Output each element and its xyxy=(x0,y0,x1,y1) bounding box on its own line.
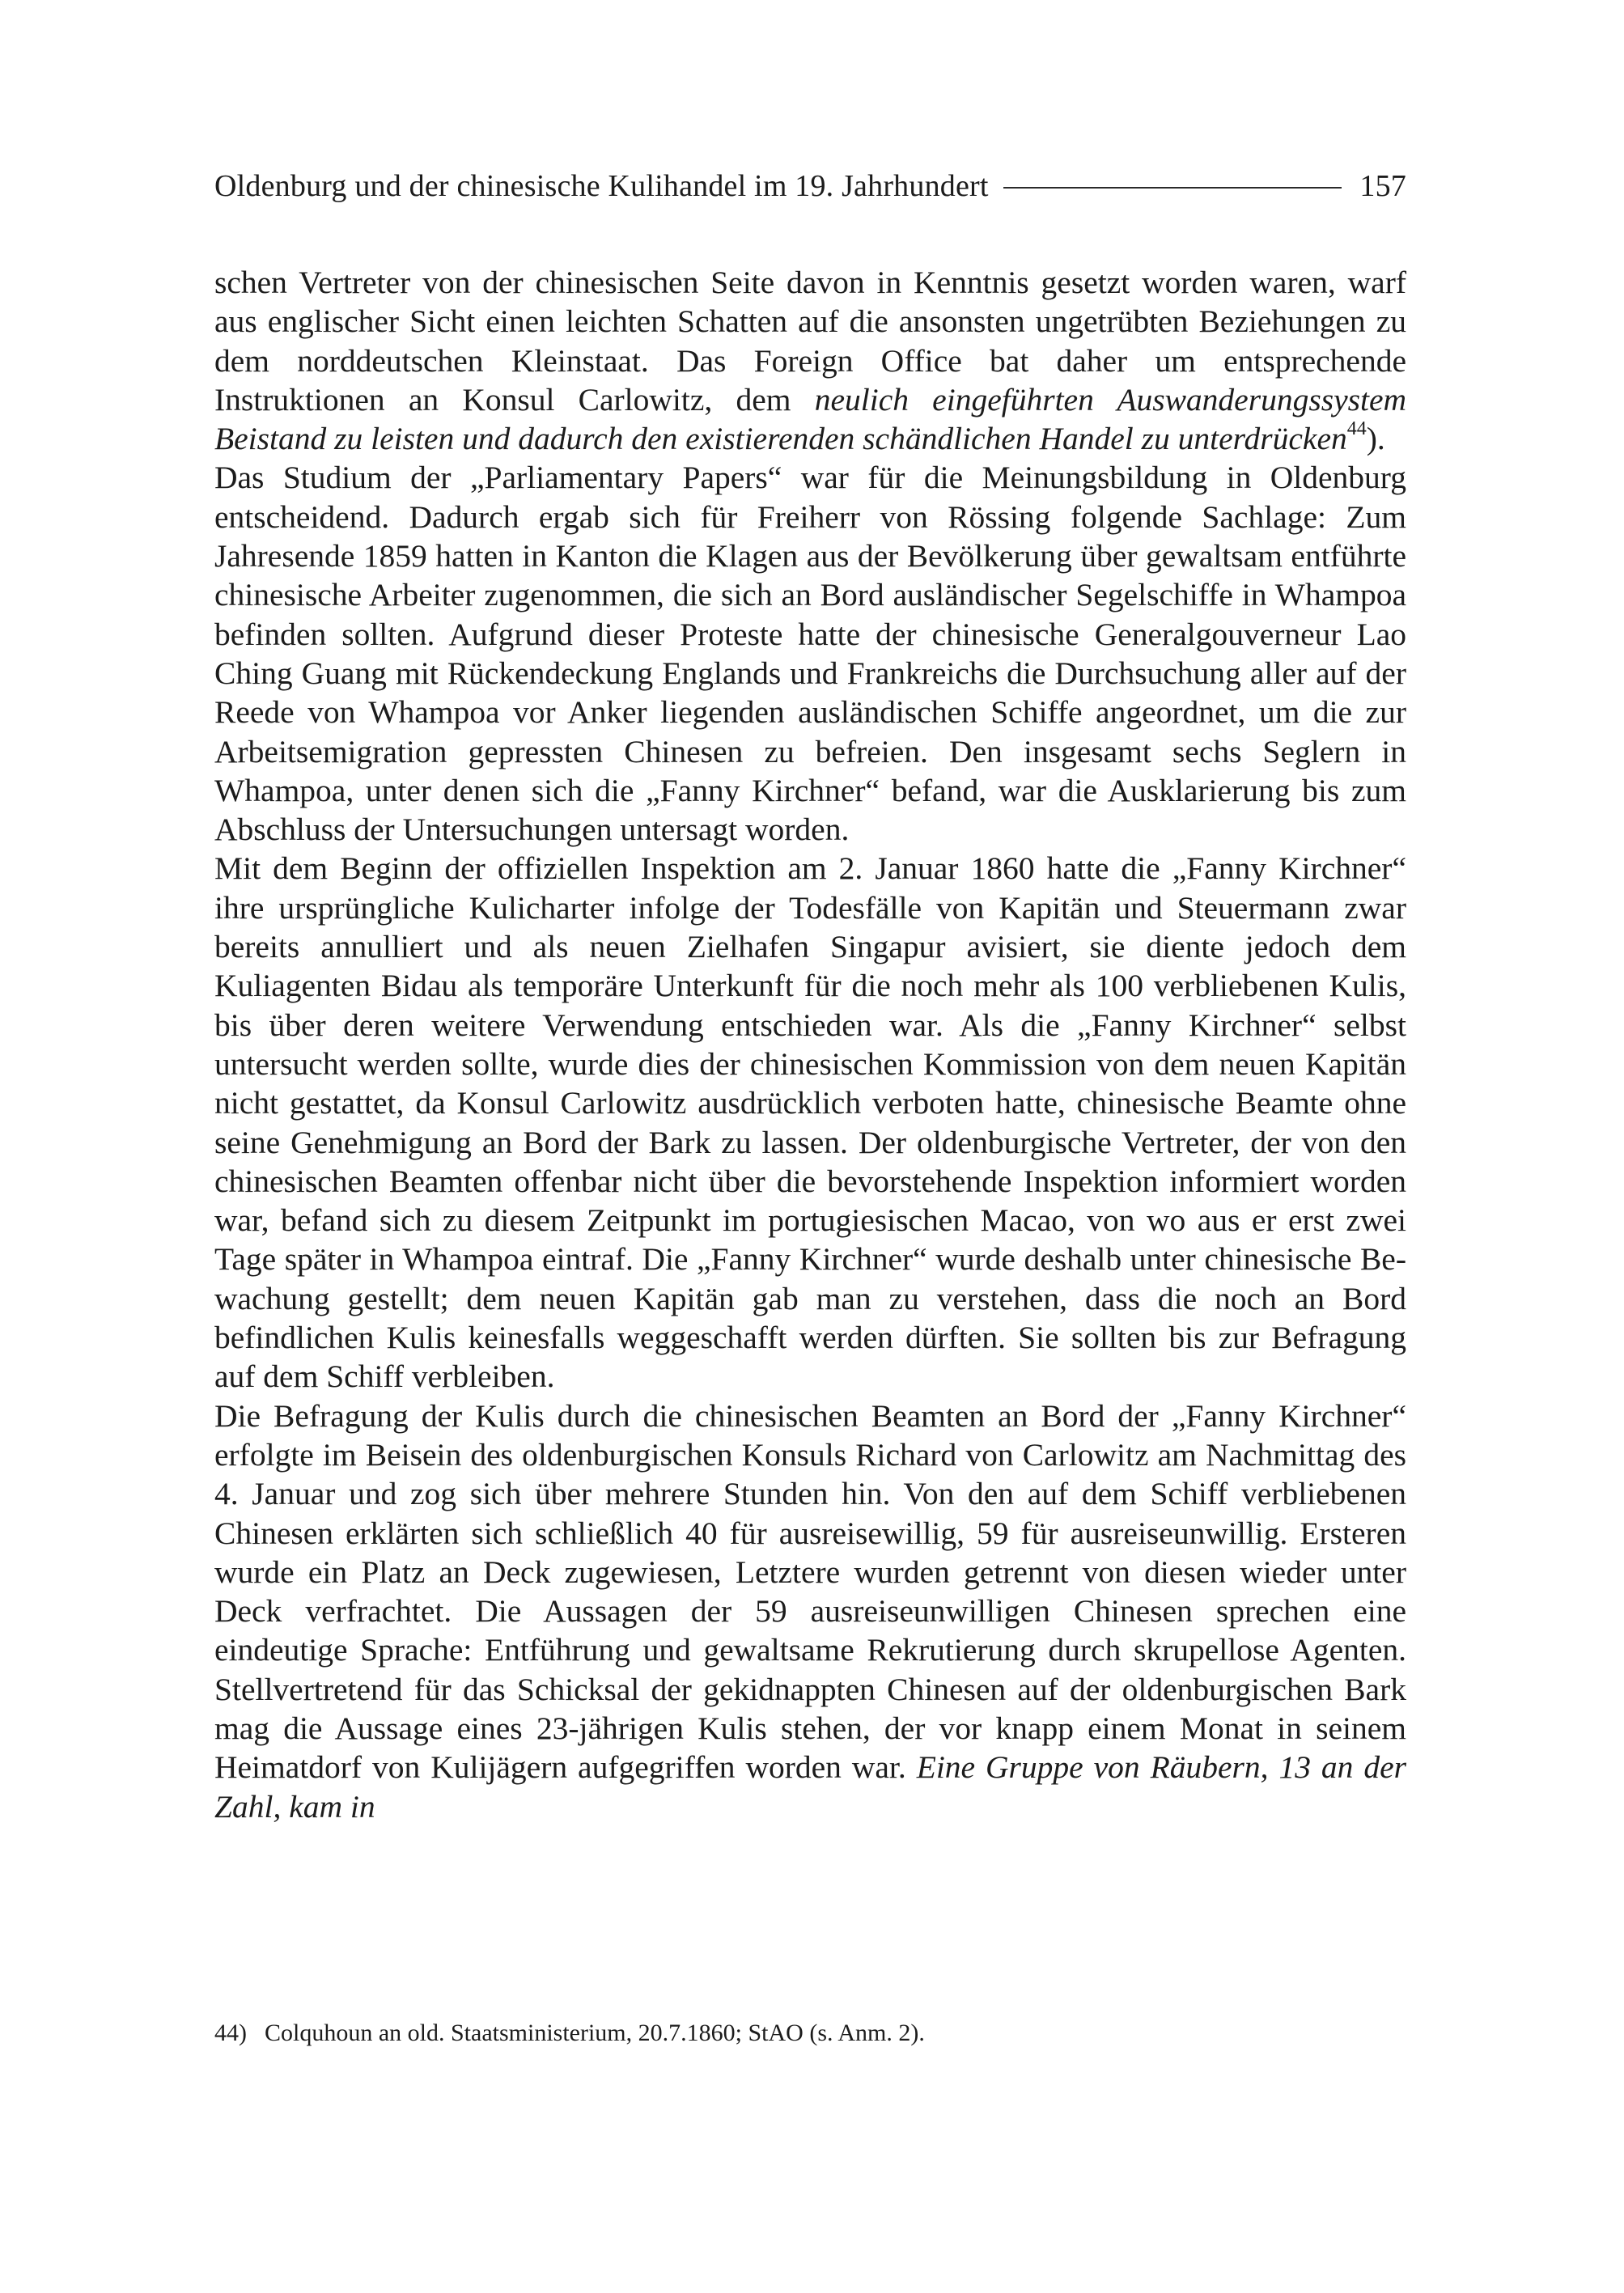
paragraph-2: Das Studium der „Parliamentary Papers“ war für die Meinungsbildung in Oldenburg entscheidend. Dadurch ergab sich für Freiherr von Rössing folgende Sachlage: Zum Jahresende 1859 hatten in Kanton die Klagen aus der Bevölkerung über gewaltsam entführte chinesische Arbeiter zugenommen, die sich an Bord ausländischer Segelschiffe in Whampoa befinden sollten. Aufgrund dieser Proteste hatte der chinesische Generalgouverneur Lao Ching Guang mit Rückendeckung Englands und Frankreichs die Durchsuchung aller auf der Reede von Whampoa vor Anker liegenden ausländischen Schiffe angeordnet, um die zur Arbeitsemigration gepressten Chinesen zu befreien. Den insgesamt sechs Seglern in Whampoa, unter denen sich die „Fanny Kirchner“ befand, war die Ausklarierung bis zum Abschluss der Untersuchungen untersagt worden. xyxy=(214,460,1406,848)
paragraph-4-text: Die Befragung der Kulis durch die chinesischen Beamten an Bord der „Fanny Kirchner“ erfolgte im Beisein des oldenburgischen Konsuls Richard von Carlowitz am Nachmittag des 4. Januar und zog sich über mehrere Stunden hin. Von den auf dem Schiff verbliebenen Chinesen erklärten sich schließlich 40 für ausreisewillig, 59 für ausreiseunwillig. Ersteren wurde ein Platz an Deck zugewiesen, Letztere wurden getrennt von diesen wieder unter Deck verfrachtet. Die Aussagen der 59 ausreiseunwilligen Chinesen sprechen eine eindeutige Sprache: Entführung und gewaltsame Rekrutierung durch skrupellose Agenten. Stellvertretend für das Schicksal der gekidnappten Chinesen auf der oldenburgischen Bark mag die Aussage eines 23-jährigen Kulis stehen, der vor knapp einem Monat in seinem Heimatdorf von Kulijägern aufgegriffen worden war. xyxy=(214,1397,1406,1786)
running-header xyxy=(214,163,1406,209)
footnote xyxy=(214,2018,1406,2049)
header-rule xyxy=(1003,187,1342,189)
body-text xyxy=(214,263,1406,1826)
page-number: 157 xyxy=(1359,169,1406,203)
footnote-reference[interactable]: 44 xyxy=(1346,418,1367,440)
footnote-text: Colquhoun an old. Staatsministerium, 20.7.1860; StAO (s. Anm. 2). xyxy=(265,2020,925,2046)
paragraph-4-quote: Eine Gruppe von Räubern, 13 an der Zahl, kam in xyxy=(214,1749,1406,1825)
paragraph-3: Mit dem Beginn der offiziellen Inspektion am 2. Januar 1860 hatte die „Fanny Kirchner“ ihre ursprüngliche Kulicharter infolge der Todesfälle von Kapitän und Steuermann zwar bereits annulliert und als neuen Zielhafen Singapur avisiert, sie diente jedoch dem Kuliagenten Bidau als temporäre Unterkunft für die noch mehr als 100 verbliebenen Kulis, bis über deren weitere Verwendung entschieden war. Als die „Fanny Kirchner“ selbst untersucht werden sollte, wurde dies der chinesischen Kommission von dem neuen Kapitän nicht gestattet, da Konsul Carlowitz ausdrücklich verboten hatte, chinesische Beamte ohne seine Genehmigung an Bord der Bark zu lassen. Der oldenburgische Vertreter, der von den chinesischen Beamten offenbar nicht über die bevorstehende Inspektion informiert worden war, befand sich zu diesem Zeitpunkt im portugiesischen Macao, von wo aus er erst zwei Tage später in Whampoa eintraf. Die „Fanny Kirchner“ wurde deshalb unter chinesische Bewachung gestellt; dem neuen Kapitän gab man zu verstehen, dass die noch an Bord befindlichen Kulis keinesfalls weggeschafft werden dürften. Sie sollten bis zur Befragung auf dem Schiff verbleiben. xyxy=(214,850,1406,1395)
paragraph-1-quote: neulich eingeführten Auswanderungssystem Beistand zu leisten und dadurch den existierenden schändlichen Handel zu unterdrücken xyxy=(214,381,1406,457)
running-title: Oldenburg und der chinesische Kulihandel im 19. Jahrhundert xyxy=(214,169,989,203)
paragraph-1-text: schen Vertreter von der chinesischen Seite davon in Kenntnis gesetzt worden waren, warf aus englischer Sicht einen leichten Schatten auf die ansonsten ungetrübten Beziehungen zu dem norddeutschen Kleinstaat. Das Foreign Office bat daher um entsprechende Instruktionen an Konsul Carlowitz, dem xyxy=(214,265,1406,417)
paragraph-4 xyxy=(214,1397,1406,1826)
footnote-number: 44) xyxy=(214,2020,247,2046)
paragraph-1-tail: ). xyxy=(1366,421,1385,457)
paragraph-1 xyxy=(214,263,1406,458)
